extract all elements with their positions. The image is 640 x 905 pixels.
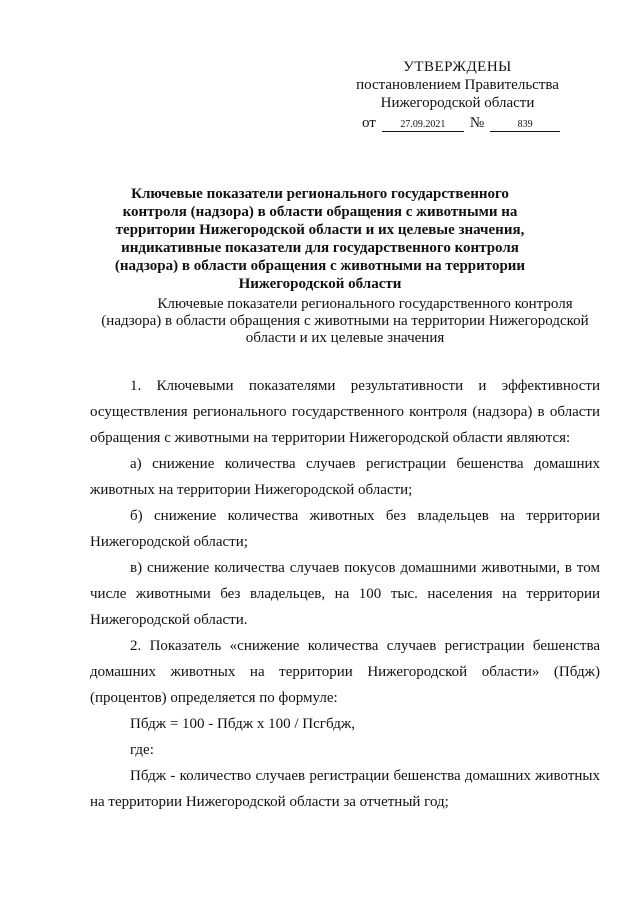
formula: Пбдж = 100 - Пбдж х 100 / Псгбдж, — [130, 716, 355, 732]
section-heading — [90, 296, 600, 347]
body-text — [90, 373, 600, 815]
approval-title: УТВЕРЖДЕНЫ — [403, 59, 512, 75]
number-prefix: № — [469, 115, 485, 131]
paragraph-2: а) снижение количества случаев регистрации бешенства домашних животных на территории Нижегородской области; — [90, 456, 600, 498]
document-title: Ключевые показатели регионального государственного контроля (надзора) в области обращения с животными на территории Нижегородской области и их целевые значения, индикативные показатели для государственного контроля (надзора) в области обращения с животными на территории Нижегородской области — [114, 186, 526, 292]
paragraph-where: где: — [130, 742, 154, 758]
date-value: 27.09.2021 — [382, 119, 464, 132]
approval-date-row — [362, 114, 560, 132]
approval-stamp — [350, 58, 565, 112]
date-prefix: от — [362, 115, 376, 131]
approval-line-2: Нижегородской области — [380, 95, 535, 111]
paragraph-definition: Пбдж - количество случаев регистрации бешенства домашних животных на территории Нижегородской области за отчетный год; — [90, 768, 600, 810]
number-value: 839 — [490, 119, 560, 132]
paragraph-4: в) снижение количества случаев покусов домашними животными, в том числе животными без владельцев, на 100 тыс. населения на территории Нижегородской области. — [90, 560, 600, 628]
paragraph-5: 2. Показатель «снижение количества случаев регистрации бешенства домашних животных на территории Нижегородской области» (Пбдж) (процентов) определяется по формуле: — [90, 638, 600, 706]
paragraph-1: 1. Ключевыми показателями результативности и эффективности осуществления регионального государственного контроля (надзора) в области обращения с животными на территории Нижегородской области являются: — [90, 378, 600, 446]
approval-line-1: постановлением Правительства — [356, 77, 559, 93]
section-heading-text: Ключевые показатели регионального государственного контроля (надзора) в области обращения с животными на территории Нижегородской области и их целевые значения — [101, 296, 589, 346]
paragraph-3: б) снижение количества животных без владельцев на территории Нижегородской области; — [90, 508, 600, 550]
